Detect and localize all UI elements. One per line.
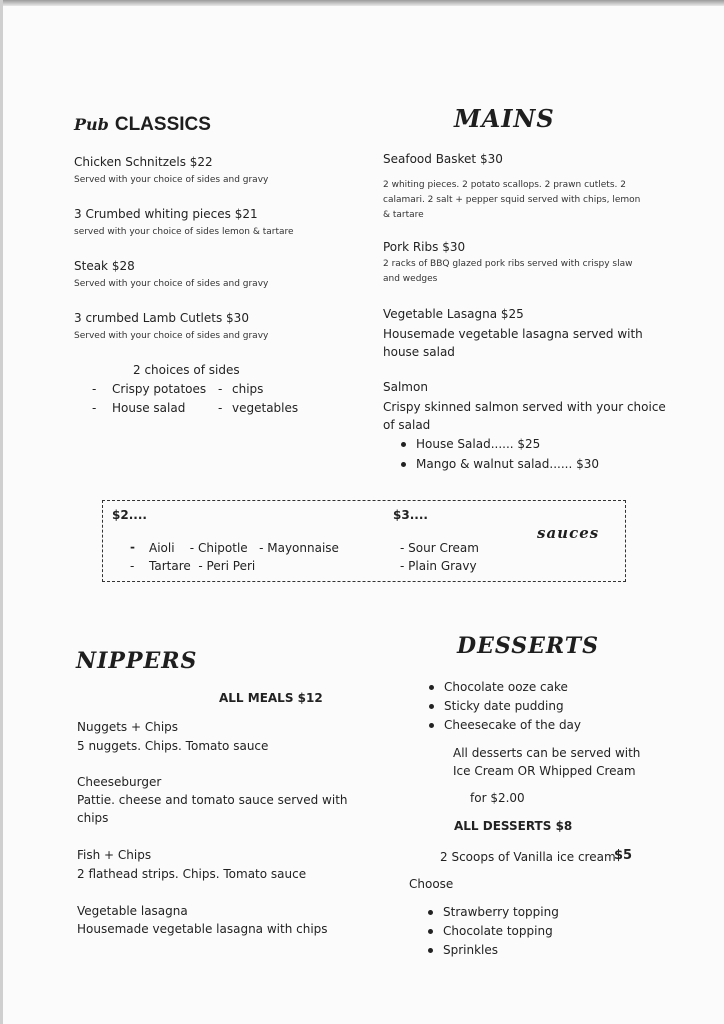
bullet-icon xyxy=(401,462,406,467)
sides-dash: - xyxy=(218,382,223,396)
salad-option-label: Mango & walnut salad...... $30 xyxy=(416,457,600,471)
salad-option-label: House Salad...... $25 xyxy=(416,437,541,451)
side-option: vegetables xyxy=(232,401,299,415)
classic-item-name: Chicken Schnitzels $22 xyxy=(74,155,213,169)
mains-item-desc: 2 whiting pieces. 2 potato scallops. 2 prawn cutlets. 2 xyxy=(383,180,626,190)
mains-item-name: Pork Ribs $30 xyxy=(383,240,466,254)
mains-item-desc: of salad xyxy=(383,418,431,432)
nippers-item-name: Nuggets + Chips xyxy=(77,720,179,734)
classic-item-name: 3 Crumbed whiting pieces $21 xyxy=(74,207,258,221)
sides-heading: 2 choices of sides xyxy=(133,363,240,377)
dessert-item-label: Chocolate ooze cake xyxy=(444,680,568,694)
ice-cream-item: 2 Scoops of Vanilla ice cream xyxy=(440,850,616,864)
sauce-dash: - xyxy=(130,559,135,573)
nippers-item-name: Vegetable lasagna xyxy=(77,904,188,918)
scan-edge-left xyxy=(0,0,3,1024)
mains-item-desc: calamari. 2 salt + pepper squid served with chips, lemon xyxy=(383,195,641,205)
nippers-item-desc: 5 nuggets. Chips. Tomato sauce xyxy=(77,739,269,753)
sauce-list: Aioli - Chipotle - Mayonnaise xyxy=(149,541,339,555)
nippers-item-name: Cheeseburger xyxy=(77,775,162,789)
topping-label: Strawberry topping xyxy=(443,905,559,919)
mains-item-name: Vegetable Lasagna $25 xyxy=(383,307,524,321)
dessert-note: Ice Cream OR Whipped Cream xyxy=(453,764,636,778)
nippers-heading: NIPPERS xyxy=(76,648,198,674)
sauce-price-3: $3.... xyxy=(393,508,428,522)
mains-item-name: Salmon xyxy=(383,380,428,394)
dessert-item-label: Sticky date pudding xyxy=(444,699,564,713)
sauce-price-2: $2.... xyxy=(112,508,147,522)
nippers-item-name: Fish + Chips xyxy=(77,848,152,862)
topping-item xyxy=(428,903,559,921)
side-option: House salad xyxy=(112,401,186,415)
nippers-item-desc: 2 flathead strips. Chips. Tomato sauce xyxy=(77,867,307,881)
choose-label: Choose xyxy=(409,877,454,891)
pub-classics-heading xyxy=(74,114,211,136)
sauce-list: - Plain Gravy xyxy=(400,559,477,573)
pub-classics-prefix: Pub xyxy=(74,115,109,134)
sauce-dash: - xyxy=(130,540,135,554)
bullet-icon xyxy=(401,442,406,447)
mains-item-name: Seafood Basket $30 xyxy=(383,152,503,166)
mains-item-desc: house salad xyxy=(383,345,455,359)
classic-item-name: 3 crumbed Lamb Cutlets $30 xyxy=(74,311,249,325)
bullet-icon xyxy=(428,929,433,934)
dessert-item-label: Cheesecake of the day xyxy=(444,718,582,732)
mains-item-desc: Housemade vegetable lasagna served with xyxy=(383,327,643,341)
bullet-icon xyxy=(428,948,433,953)
nippers-item-desc: Housemade vegetable lasagna with chips xyxy=(77,922,328,936)
dessert-item xyxy=(429,678,568,696)
nippers-item-desc: chips xyxy=(77,811,109,825)
nippers-item-desc: Pattie. cheese and tomato sauce served with xyxy=(77,793,348,807)
classic-item-desc: Served with your choice of sides and gravy xyxy=(74,175,269,185)
salad-option xyxy=(401,435,540,453)
classic-item-desc: served with your choice of sides lemon & tartare xyxy=(74,227,294,237)
sides-dash: - xyxy=(92,382,97,396)
salad-option xyxy=(401,455,599,473)
dessert-item xyxy=(429,697,564,715)
topping-item xyxy=(428,941,498,959)
mains-item-desc: Crispy skinned salmon served with your choice xyxy=(383,400,666,414)
nippers-all-meals: ALL MEALS $12 xyxy=(219,691,323,705)
all-desserts-price: ALL DESSERTS $8 xyxy=(454,819,573,833)
topping-item xyxy=(428,922,553,940)
sauce-list: - Sour Cream xyxy=(400,541,479,555)
bullet-icon xyxy=(429,704,434,709)
side-option: chips xyxy=(232,382,264,396)
side-option: Crispy potatoes xyxy=(112,382,207,396)
mains-heading: MAINS xyxy=(454,104,555,133)
sauces-heading: sauces xyxy=(537,524,600,542)
bullet-icon xyxy=(429,723,434,728)
pub-classics-title: CLASSICS xyxy=(114,114,211,135)
dessert-item xyxy=(429,716,581,734)
dessert-note: All desserts can be served with xyxy=(453,746,641,760)
scan-edge-top xyxy=(0,0,724,6)
topping-label: Sprinkles xyxy=(443,943,499,957)
sides-dash: - xyxy=(218,401,223,415)
ice-cream-price: $5 xyxy=(614,848,633,863)
sauce-list: Tartare - Peri Peri xyxy=(149,559,256,573)
sides-dash: - xyxy=(92,401,97,415)
desserts-heading: DESSERTS xyxy=(457,633,600,659)
bullet-icon xyxy=(429,685,434,690)
mains-item-desc: and wedges xyxy=(383,274,438,284)
mains-item-desc: & tartare xyxy=(383,210,424,220)
dessert-note-price: for $2.00 xyxy=(470,791,525,805)
classic-item-desc: Served with your choice of sides and gravy xyxy=(74,279,269,289)
bullet-icon xyxy=(428,910,433,915)
classic-item-desc: Served with your choice of sides and gravy xyxy=(74,331,269,341)
topping-label: Chocolate topping xyxy=(443,924,553,938)
classic-item-name: Steak $28 xyxy=(74,259,135,273)
mains-item-desc: 2 racks of BBQ glazed pork ribs served with crispy slaw xyxy=(383,259,633,269)
